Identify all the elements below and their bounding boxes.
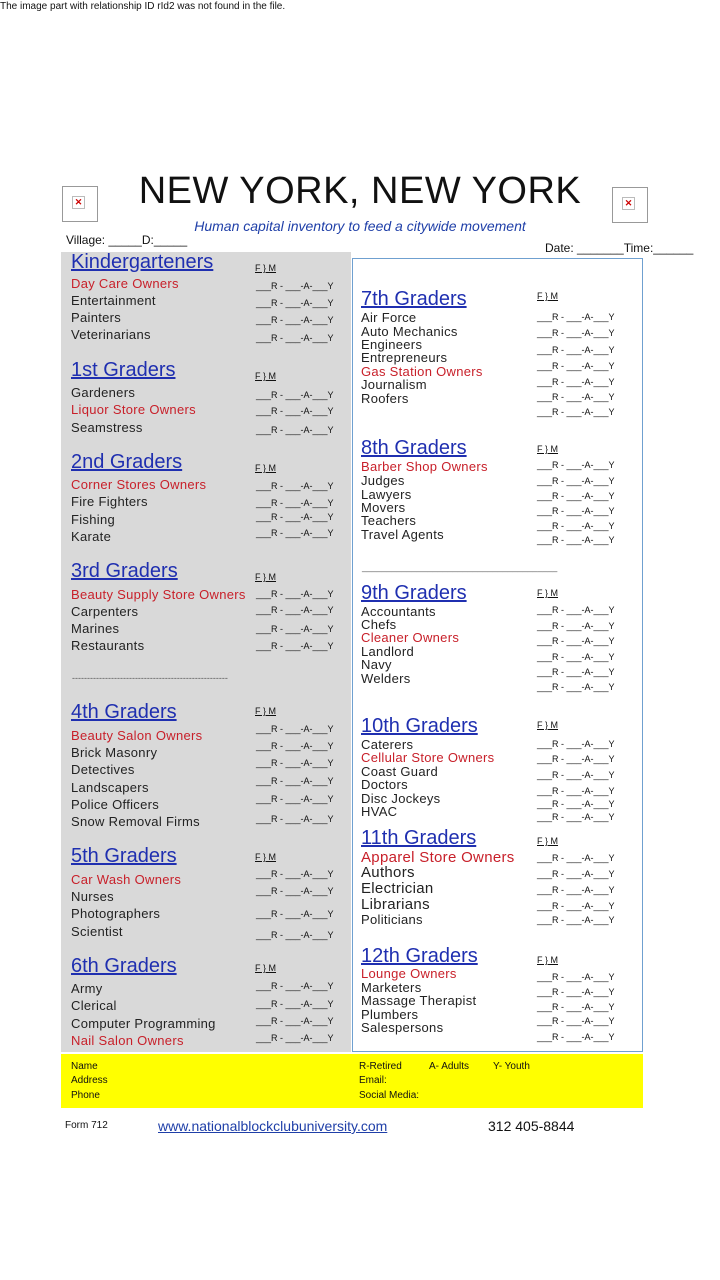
email-label: Email: <box>359 1075 387 1086</box>
tally-blanks[interactable]: ___R - ___-A-___Y <box>256 406 334 416</box>
occupation-item: Disc Jockeys <box>361 791 441 806</box>
occupation-item: Navy <box>361 657 392 672</box>
occupation-item: Journalism <box>361 377 427 392</box>
occupation-item: Scientist <box>71 924 123 939</box>
occupation-item: Fire Fighters <box>71 494 148 509</box>
occupation-item: Day Care Owners <box>71 276 179 291</box>
tally-blanks[interactable]: ___R - ___-A-___Y <box>256 869 334 879</box>
name-label: Name <box>71 1061 98 1072</box>
contact-phone: 312 405-8844 <box>488 1118 575 1134</box>
tally-blanks[interactable]: ___R - ___-A-___Y <box>256 1016 334 1026</box>
occupation-item: Salespersons <box>361 1020 444 1035</box>
tally-blanks[interactable]: ___R - ___-A-___Y <box>537 312 615 322</box>
section-heading: 8th Graders <box>361 437 467 459</box>
section-heading: 3rd Graders <box>71 560 178 582</box>
occupation-item: Restaurants <box>71 638 145 653</box>
gender-columns-label: F } M <box>255 263 277 273</box>
section-heading: 10th Graders <box>361 715 478 737</box>
phone-label: Phone <box>71 1090 100 1101</box>
occupation-item: Police Officers <box>71 797 160 812</box>
tally-blanks[interactable]: ___R - ___-A-___Y <box>256 930 334 940</box>
tally-blanks[interactable]: ___R - ___-A-___Y <box>537 361 615 371</box>
gender-columns-label: F } M <box>537 588 559 598</box>
occupation-item: Plumbers <box>361 1007 419 1022</box>
occupation-item: Teachers <box>361 513 417 528</box>
section-heading: 5th Graders <box>71 845 177 867</box>
occupation-item: Gas Station Owners <box>361 364 483 379</box>
occupation-item: Massage Therapist <box>361 993 477 1008</box>
website-link[interactable]: www.nationalblockclubuniversity.com <box>158 1118 388 1134</box>
section-heading: 12th Graders <box>361 945 478 967</box>
tally-blanks[interactable]: ___R - ___-A-___Y <box>537 377 615 387</box>
tally-blanks[interactable]: ___R - ___-A-___Y <box>256 814 334 824</box>
section-heading: 2nd Graders <box>71 451 183 473</box>
occupation-item: Computer Programming <box>71 1016 216 1031</box>
tally-blanks[interactable]: ___R - ___-A-___Y <box>256 425 334 435</box>
occupation-item: Clerical <box>71 998 117 1013</box>
occupation-item: Brick Masonry <box>71 745 158 760</box>
tally-blanks[interactable]: ___R - ___-A-___Y <box>256 512 334 522</box>
gender-columns-label: F } M <box>537 955 559 965</box>
occupation-item: Landscapers <box>71 780 149 795</box>
occupation-item: Beauty Supply Store Owners <box>71 587 246 602</box>
occupation-item: Marketers <box>361 980 422 995</box>
occupation-item: Coast Guard <box>361 764 439 779</box>
tally-blanks[interactable]: ___R - ___-A-___Y <box>256 481 334 491</box>
tally-blanks[interactable]: ___R - ___-A-___Y <box>537 869 615 879</box>
tally-blanks[interactable]: ___R - ___-A-___Y <box>256 641 334 651</box>
tally-blanks[interactable]: ___R - ___-A-___Y <box>256 589 334 599</box>
tally-blanks[interactable]: ___R - ___-A-___Y <box>256 605 334 615</box>
occupation-item: Nurses <box>71 889 114 904</box>
occupation-item: Liquor Store Owners <box>71 402 196 417</box>
retired-legend: R-Retired <box>359 1061 402 1072</box>
section-heading: Kindergarteners <box>71 251 214 273</box>
occupation-item: Accountants <box>361 604 436 619</box>
separator-line: ---------------------------------------------------- <box>72 673 228 683</box>
occupation-item: Cleaner Owners <box>361 630 460 645</box>
tally-blanks[interactable]: ___R - ___-A-___Y <box>256 498 334 508</box>
tally-blanks[interactable]: ___R - ___-A-___Y <box>537 885 615 895</box>
occupation-item: Lawyers <box>361 487 412 502</box>
date-time-field: Date: _______Time:______ <box>545 241 694 255</box>
gender-columns-label: F } M <box>255 572 277 582</box>
section-heading: 1st Graders <box>71 359 176 381</box>
tally-blanks[interactable]: ___R - ___-A-___Y <box>537 407 615 417</box>
section-heading: 7th Graders <box>361 288 467 310</box>
gender-columns-label: F } M <box>537 836 559 846</box>
tally-blanks[interactable]: ___R - ___-A-___Y <box>537 392 615 402</box>
tally-blanks[interactable]: ___R - ___-A-___Y <box>537 1002 615 1012</box>
gender-columns-label: F } M <box>537 444 559 454</box>
occupation-item: Beauty Salon Owners <box>71 728 203 743</box>
address-label: Address <box>71 1075 108 1086</box>
occupation-item: Engineers <box>361 337 423 352</box>
tally-blanks[interactable]: ___R - ___-A-___Y <box>537 770 615 780</box>
occupation-item: Lounge Owners <box>361 966 457 981</box>
tally-blanks[interactable]: ___R - ___-A-___Y <box>256 794 334 804</box>
tally-blanks[interactable]: ___R - ___-A-___Y <box>537 667 615 677</box>
occupation-item: Welders <box>361 671 411 686</box>
occupation-item: Corner Stores Owners <box>71 477 207 492</box>
section-heading: 6th Graders <box>71 955 177 977</box>
tally-blanks[interactable]: ___R - ___-A-___Y <box>537 605 615 615</box>
tally-blanks[interactable]: ___R - ___-A-___Y <box>537 460 615 470</box>
missing-image-notice: The image part with relationship ID rId2 was not found in the file. <box>0 1 286 12</box>
tally-blanks[interactable]: ___R - ___-A-___Y <box>256 758 334 768</box>
tally-blanks[interactable]: ___R - ___-A-___Y <box>256 298 334 308</box>
gender-columns-label: F } M <box>255 852 277 862</box>
contact-info-box <box>61 1054 643 1108</box>
tally-blanks[interactable]: ___R - ___-A-___Y <box>537 652 615 662</box>
social-media-label: Social Media: <box>359 1090 420 1101</box>
tally-blanks[interactable]: ___R - ___-A-___Y <box>537 915 615 925</box>
occupation-item: Landlord <box>361 644 414 659</box>
youth-legend: Y- Youth <box>493 1061 530 1072</box>
tally-blanks[interactable]: ___R - ___-A-___Y <box>537 682 615 692</box>
adults-legend: A- Adults <box>429 1061 470 1072</box>
occupation-item: Marines <box>71 621 120 636</box>
tally-blanks[interactable]: ___R - ___-A-___Y <box>256 528 334 538</box>
tally-blanks[interactable]: ___R - ___-A-___Y <box>537 1032 615 1042</box>
tally-blanks[interactable]: ___R - ___-A-___Y <box>537 506 615 516</box>
page-subtitle: Human capital inventory to feed a citywide movement <box>194 218 526 234</box>
tally-blanks[interactable]: ___R - ___-A-___Y <box>256 281 334 291</box>
village-field: Village: _____D:_____ <box>66 233 188 247</box>
occupation-item: Barber Shop Owners <box>361 459 488 474</box>
tally-blanks[interactable]: ___R - ___-A-___Y <box>537 491 615 501</box>
gender-columns-label: F } M <box>255 463 277 473</box>
tally-blanks[interactable]: ___R - ___-A-___Y <box>256 315 334 325</box>
tally-blanks[interactable]: ___R - ___-A-___Y <box>256 981 334 991</box>
separator-line: _______________________________________ <box>362 562 558 572</box>
section-heading: 9th Graders <box>361 582 467 604</box>
tally-blanks[interactable]: ___R - ___-A-___Y <box>537 754 615 764</box>
occupation-item: Entertainment <box>71 293 156 308</box>
tally-blanks[interactable]: ___R - ___-A-___Y <box>537 476 615 486</box>
occupation-item: Air Force <box>361 310 417 325</box>
tally-blanks[interactable]: ___R - ___-A-___Y <box>256 1033 334 1043</box>
occupation-item: Gardeners <box>71 385 136 400</box>
section-heading: 4th Graders <box>71 701 177 723</box>
gender-columns-label: F } M <box>255 706 277 716</box>
occupation-item: Apparel Store Owners <box>361 849 515 866</box>
tally-blanks[interactable]: ___R - ___-A-___Y <box>537 972 615 982</box>
occupation-item: Carpenters <box>71 604 139 619</box>
occupation-item: Nail Salon Owners <box>71 1033 184 1048</box>
tally-blanks[interactable]: ___R - ___-A-___Y <box>537 621 615 631</box>
broken-image-icon: ✕ <box>62 186 98 222</box>
tally-blanks[interactable]: ___R - ___-A-___Y <box>256 886 334 896</box>
occupation-item: Doctors <box>361 777 408 792</box>
occupation-item: Seamstress <box>71 420 143 435</box>
tally-blanks[interactable]: ___R - ___-A-___Y <box>537 328 615 338</box>
occupation-item: Veterinarians <box>71 327 151 342</box>
tally-blanks[interactable]: ___R - ___-A-___Y <box>537 901 615 911</box>
tally-blanks[interactable]: ___R - ___-A-___Y <box>256 724 334 734</box>
occupation-item: Electrician <box>361 880 434 897</box>
tally-blanks[interactable]: ___R - ___-A-___Y <box>537 799 615 809</box>
page-title: NEW YORK, NEW YORK <box>138 170 582 212</box>
occupation-item: Politicians <box>361 912 423 927</box>
tally-blanks[interactable]: ___R - ___-A-___Y <box>537 786 615 796</box>
tally-blanks[interactable]: ___R - ___-A-___Y <box>256 333 334 343</box>
occupation-item: Car Wash Owners <box>71 872 182 887</box>
occupation-item: Detectives <box>71 762 135 777</box>
tally-blanks[interactable]: ___R - ___-A-___Y <box>256 999 334 1009</box>
gender-columns-label: F } M <box>537 291 559 301</box>
occupation-item: Travel Agents <box>361 527 444 542</box>
broken-image-icon: ✕ <box>612 187 648 223</box>
occupation-item: Roofers <box>361 391 409 406</box>
occupation-item: HVAC <box>361 804 398 819</box>
tally-blanks[interactable]: ___R - ___-A-___Y <box>537 345 615 355</box>
tally-blanks[interactable]: ___R - ___-A-___Y <box>256 624 334 634</box>
tally-blanks[interactable]: ___R - ___-A-___Y <box>256 390 334 400</box>
section-heading: 11th Graders <box>361 827 477 849</box>
tally-blanks[interactable]: ___R - ___-A-___Y <box>537 812 615 822</box>
occupation-item: Authors <box>361 864 415 881</box>
form-number: Form 712 <box>65 1120 108 1131</box>
tally-blanks[interactable]: ___R - ___-A-___Y <box>256 776 334 786</box>
occupation-item: Entrepreneurs <box>361 350 448 365</box>
gender-columns-label: F } M <box>537 720 559 730</box>
tally-blanks[interactable]: ___R - ___-A-___Y <box>537 853 615 863</box>
occupation-item: Army <box>71 981 103 996</box>
tally-blanks[interactable]: ___R - ___-A-___Y <box>537 1016 615 1026</box>
occupation-item: Judges <box>361 473 405 488</box>
tally-blanks[interactable]: ___R - ___-A-___Y <box>537 521 615 531</box>
tally-blanks[interactable]: ___R - ___-A-___Y <box>537 739 615 749</box>
occupation-item: Chefs <box>361 617 397 632</box>
tally-blanks[interactable]: ___R - ___-A-___Y <box>537 636 615 646</box>
occupation-item: Snow Removal Firms <box>71 814 200 829</box>
occupation-item: Caterers <box>361 737 414 752</box>
occupation-item: Painters <box>71 310 122 325</box>
tally-blanks[interactable]: ___R - ___-A-___Y <box>256 741 334 751</box>
gender-columns-label: F } M <box>255 371 277 381</box>
tally-blanks[interactable]: ___R - ___-A-___Y <box>537 535 615 545</box>
tally-blanks[interactable]: ___R - ___-A-___Y <box>537 987 615 997</box>
occupation-item: Librarians <box>361 896 430 913</box>
tally-blanks[interactable]: ___R - ___-A-___Y <box>256 909 334 919</box>
occupation-item: Cellular Store Owners <box>361 750 495 765</box>
gender-columns-label: F } M <box>255 963 277 973</box>
occupation-item: Auto Mechanics <box>361 324 458 339</box>
occupation-item: Movers <box>361 500 406 515</box>
occupation-item: Photographers <box>71 906 161 921</box>
occupation-item: Fishing <box>71 512 116 527</box>
occupation-item: Karate <box>71 529 112 544</box>
